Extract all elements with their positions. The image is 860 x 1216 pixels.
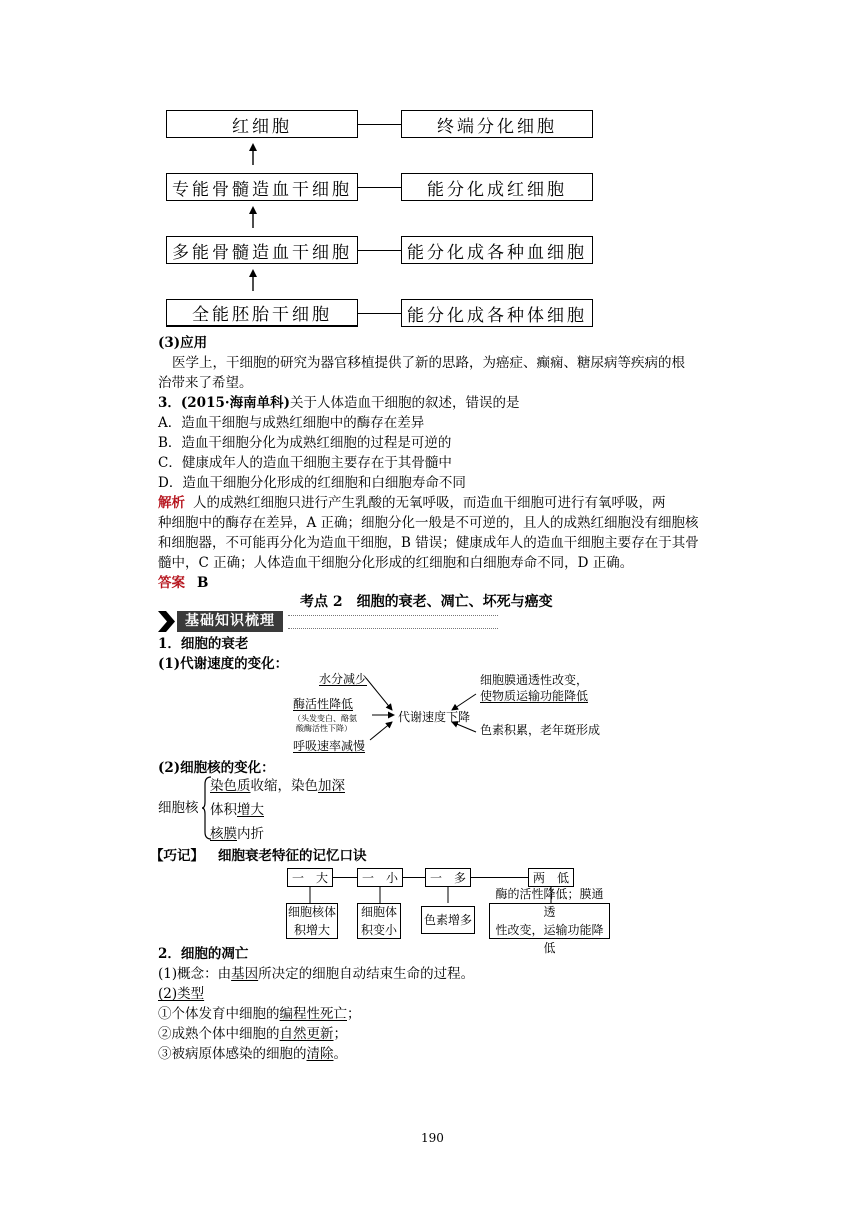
flow-left-box-2: 专能骨髓造血干细胞 xyxy=(166,173,358,201)
mnemonic-heading xyxy=(150,846,367,866)
mnemonic-top-4: 两 低 xyxy=(528,868,574,887)
application-text-2: 治带来了希望。 xyxy=(158,375,253,391)
flow-connector-4 xyxy=(358,313,401,314)
membrane-change-1: 细胞膜通透性改变， xyxy=(480,673,589,687)
mnemonic-bottom-4-a: 酶的活性降低；膜通透 xyxy=(495,887,604,919)
application-text-1: 医学上，干细胞的研究为器官移植提供了新的思路，为癌症、癫痫、糖尿病等疾病的根 xyxy=(172,355,685,371)
mnemonic-bottom-1-a: 细胞核体 xyxy=(287,905,336,919)
apoptosis-type-3 xyxy=(158,1044,347,1064)
apoptosis-type-3-post: 。 xyxy=(333,1046,347,1062)
up-arrow-icon xyxy=(247,143,259,165)
apoptosis-type-3-key: 清除 xyxy=(306,1046,334,1062)
apoptosis-heading: 2．细胞的凋亡 xyxy=(158,946,249,962)
mnemonic-connector-1 xyxy=(333,877,357,878)
analysis-text-1: 人的成熟红细胞只进行产生乳酸的无氧呼吸，而造血干细胞可进行有氧呼吸，两 xyxy=(193,495,666,511)
analysis-line-4: 髓中，C 正确；人体造血干细胞分化形成的红细胞和白细胞寿命不同，D 正确。 xyxy=(158,555,634,571)
option-b: B．造血干细胞分化为成熟红细胞的过程是可逆的 xyxy=(158,435,452,451)
apoptosis-type-2-post: ； xyxy=(333,1026,347,1042)
nucleus-heading: (2)细胞核的变化： xyxy=(158,760,275,776)
mnemonic-bottom-3: 色素增多 xyxy=(421,906,475,934)
flow-left-box-1: 红细胞 xyxy=(166,110,358,138)
flow-right-box-3: 能分化成各种血细胞 xyxy=(401,236,593,264)
apoptosis-type-1 xyxy=(158,1004,361,1024)
question-text: 关于人体造血干细胞的叙述，错误的是 xyxy=(289,395,520,411)
apoptosis-type-1-post: ； xyxy=(347,1006,361,1022)
section-title: 考点 2 细胞的衰老、凋亡、坏死与癌变 xyxy=(300,594,553,610)
section-banner xyxy=(158,611,498,632)
apoptosis-type-2 xyxy=(158,1024,347,1044)
respiration-slow: 呼吸速率减慢 xyxy=(293,739,366,753)
analysis-line-2: 种细胞中的酶存在差异，A 正确；细胞分化一般是不可逆的，且人的成熟红细胞没有细胞核 xyxy=(158,515,699,531)
mnemonic-title: 细胞衰老特征的记忆口诀 xyxy=(218,848,367,864)
question-stem xyxy=(158,393,519,413)
metabolism-heading: (1)代谢速度的变化： xyxy=(158,656,289,672)
apoptosis-concept-key: 基因 xyxy=(231,966,259,982)
mnemonic-bottom-2-b: 积变小 xyxy=(360,923,397,937)
option-d: D．造血干细胞分化形成的红细胞和白细胞寿命不同 xyxy=(158,475,466,491)
enzyme-note-1: （头发变白、酪氨 xyxy=(293,714,357,723)
mnemonic-connector-3 xyxy=(471,877,528,878)
flow-right-box-1: 终端分化细胞 xyxy=(401,110,593,138)
mnemonic-bottom-2-a: 细胞体 xyxy=(360,905,397,919)
apoptosis-type-3-pre: ③被病原体感染的细胞的 xyxy=(158,1046,307,1062)
nucleus-item-3-b: 内折 xyxy=(237,826,264,842)
apoptosis-types-heading xyxy=(158,984,204,1004)
flow-connector-2 xyxy=(358,187,401,188)
question-source: (2015·海南单科) xyxy=(180,395,290,411)
apoptosis-type-2-pre: ②成熟个体中细胞的 xyxy=(158,1026,280,1042)
apoptosis-type-1-pre: ①个体发育中细胞的 xyxy=(158,1006,280,1022)
membrane-change-2 xyxy=(480,686,588,706)
up-arrow-icon xyxy=(247,206,259,228)
water-decrease: 水分减少 xyxy=(319,672,368,686)
nucleus-item-3 xyxy=(210,824,264,844)
enzyme-note-2: 酸酶活性下降） xyxy=(296,724,352,733)
answer-label: 答案 xyxy=(158,575,185,591)
aging-heading: 1．细胞的衰老 xyxy=(158,636,249,652)
analysis-line-3: 和细胞器，不可能再分化为造血干细胞，B 错误；健康成年人的造血干细胞主要存在于其骨 xyxy=(158,535,699,551)
mnemonic-connector-2 xyxy=(403,877,425,878)
application-heading: (3)应用 xyxy=(158,335,208,351)
flow-connector-1 xyxy=(358,124,401,125)
apoptosis-type-2-key: 自然更新 xyxy=(279,1026,334,1042)
mnemonic-bottom-2 xyxy=(357,903,401,939)
metabolism-center: 代谢速度下降 xyxy=(398,710,471,724)
nucleus-item-1-b: 收缩，染色 xyxy=(250,778,318,794)
membrane-change-2-text: 使物质运输功能降低 xyxy=(480,689,589,703)
banner-label: 基础知识梳理 xyxy=(177,611,283,632)
apoptosis-type-1-key: 编程性死亡 xyxy=(279,1006,347,1022)
banner-arrow-icon xyxy=(158,611,176,632)
banner-dots xyxy=(288,615,498,629)
apoptosis-types-text: (2)类型 xyxy=(158,986,205,1002)
mnemonic-top-3: 一 多 xyxy=(425,868,471,887)
mnemonic-label: 【巧记】 xyxy=(150,848,204,864)
nucleus-label: 细胞核 xyxy=(158,800,199,816)
question-number: 3． xyxy=(158,395,181,411)
mnemonic-bottom-1 xyxy=(286,903,338,939)
answer-line xyxy=(158,573,208,593)
mnemonic-top-2: 一 小 xyxy=(357,868,403,887)
nucleus-item-2 xyxy=(210,800,264,820)
mnemonic-bottom-4-b: 性改变，运输功能降低 xyxy=(495,923,604,955)
analysis-line-1 xyxy=(158,493,666,513)
nucleus-item-1 xyxy=(210,776,345,796)
enzyme-decrease: 酶活性降低 xyxy=(293,697,354,711)
option-a: A．造血干细胞与成熟红细胞中的酶存在差异 xyxy=(158,415,425,431)
pigment-accumulation: 色素积累，老年斑形成 xyxy=(480,723,601,737)
apoptosis-concept-pre: (1)概念：由 xyxy=(158,966,232,982)
flow-connector-3 xyxy=(358,250,401,251)
mnemonic-top-1: 一 大 xyxy=(287,868,333,887)
mnemonic-bottom-1-b: 积增大 xyxy=(293,923,330,937)
nucleus-item-2-a: 体积 xyxy=(210,802,237,818)
flow-right-box-2: 能分化成红细胞 xyxy=(401,173,593,201)
answer-value: B xyxy=(197,575,209,591)
nucleus-item-2-b: 增大 xyxy=(237,802,264,818)
mnemonic-bottom-4 xyxy=(489,887,610,955)
apoptosis-concept xyxy=(158,964,474,984)
flow-right-box-4: 能分化成各种体细胞 xyxy=(401,299,593,327)
page-number: 190 xyxy=(421,1131,444,1145)
analysis-label: 解析 xyxy=(158,495,185,511)
nucleus-item-1-a: 染色质 xyxy=(210,778,251,794)
up-arrow-icon xyxy=(247,269,259,291)
apoptosis-concept-post: 所决定的细胞自动结束生命的过程。 xyxy=(258,966,475,982)
nucleus-item-1-c: 加深 xyxy=(318,778,345,794)
flow-left-box-4: 全能胚胎干细胞 xyxy=(166,299,358,327)
option-c: C．健康成年人的造血干细胞主要存在于其骨髓中 xyxy=(158,455,452,471)
flow-left-box-3: 多能骨髓造血干细胞 xyxy=(166,236,358,264)
nucleus-item-3-a: 核膜 xyxy=(210,826,237,842)
